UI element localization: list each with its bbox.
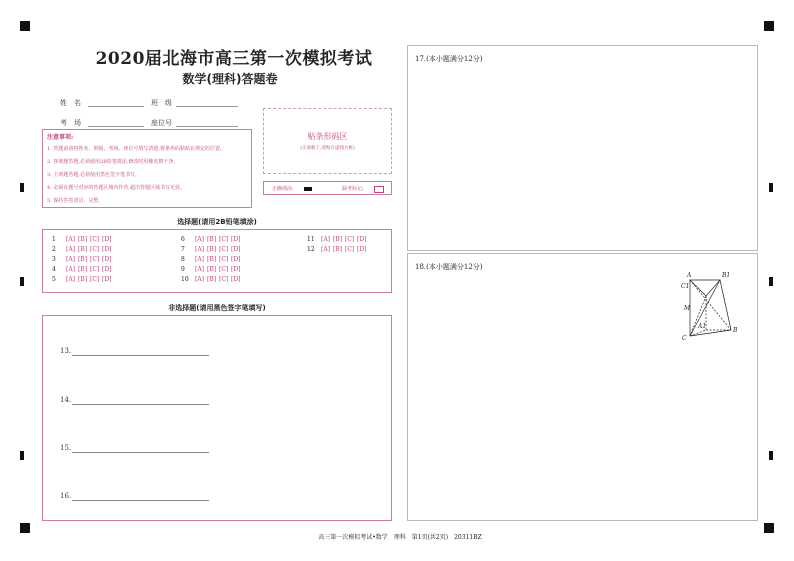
barcode-title: 贴条形码区	[307, 132, 348, 141]
question-16-label: 16.	[60, 492, 72, 500]
timing-mark-right-3	[769, 451, 773, 460]
seat-label: 座位号	[151, 119, 172, 127]
choice-section-title: 选择题(请用2B铅笔填涂)	[177, 218, 257, 226]
nonchoice-section-title: 非选择题(请用黑色签字笔填写)	[168, 304, 266, 312]
choice-question-number: 5	[52, 276, 56, 283]
choice-question-7	[181, 246, 243, 253]
choice-question-number: 3	[52, 256, 56, 263]
room-label: 考 场	[60, 119, 81, 127]
choice-question-10	[181, 276, 243, 283]
choice-bubble-4-c[interactable]: [C]	[90, 266, 100, 273]
choice-bubble-8-b[interactable]: [B]	[207, 256, 217, 263]
choice-question-5	[52, 276, 114, 283]
choice-question-11	[307, 236, 369, 243]
class-label: 班 级	[151, 99, 172, 107]
choice-bubble-12-b[interactable]: [B]	[333, 246, 343, 253]
choice-bubble-10-d[interactable]: [D]	[231, 276, 241, 283]
choice-bubble-7-d[interactable]: [D]	[231, 246, 241, 253]
class-field[interactable]	[176, 106, 238, 107]
question-16-answer-line[interactable]	[72, 500, 209, 501]
timing-mark-left-2	[20, 277, 24, 286]
timing-mark-right-2	[769, 277, 773, 286]
prism-figure	[666, 268, 746, 343]
choice-bubble-7-b[interactable]: [B]	[207, 246, 217, 253]
registration-mark-bottom-right	[764, 523, 774, 533]
choice-bubble-5-a[interactable]: [A]	[66, 276, 76, 283]
choice-bubble-9-a[interactable]: [A]	[195, 266, 205, 273]
vertex-label: C	[682, 335, 687, 342]
question-18-label: 18.(本小题满分12分)	[415, 263, 483, 271]
barcode-area[interactable]	[263, 108, 392, 174]
note-item: 4. 必须在题号对应的答题区域内作答,超出答题区域书写无效。	[47, 185, 185, 191]
choice-question-number: 6	[181, 236, 185, 243]
choice-bubble-6-b[interactable]: [B]	[207, 236, 217, 243]
absent-mark-bubble[interactable]	[374, 186, 384, 193]
timing-mark-left-1	[20, 183, 24, 192]
choice-question-2	[52, 246, 114, 253]
barcode-hint: (正面朝上,请贴在虚线方框)	[300, 146, 355, 151]
choice-bubble-2-c[interactable]: [C]	[90, 246, 100, 253]
choice-question-number: 2	[52, 246, 56, 253]
choice-bubble-3-b[interactable]: [B]	[78, 256, 88, 263]
choice-bubble-11-c[interactable]: [C]	[345, 236, 355, 243]
choice-bubble-10-a[interactable]: [A]	[195, 276, 205, 283]
choice-question-1	[52, 236, 114, 243]
absent-mark-label: 缺考标记:	[342, 186, 364, 192]
seat-field[interactable]	[176, 126, 238, 127]
choice-question-number: 11	[307, 236, 315, 243]
choice-question-3	[52, 256, 114, 263]
choice-bubble-8-d[interactable]: [D]	[231, 256, 241, 263]
vertex-label: A1	[698, 323, 707, 330]
note-item: 1. 答题前请将姓名、班级、考场、座位号填写清楚,将条形码粘贴在规定的位置。	[47, 146, 225, 152]
choice-bubble-11-a[interactable]: [A]	[321, 236, 331, 243]
question-18-box[interactable]	[407, 253, 758, 521]
choice-bubble-4-a[interactable]: [A]	[66, 266, 76, 273]
notes-box	[42, 129, 252, 208]
choice-bubble-2-a[interactable]: [A]	[66, 246, 76, 253]
choice-bubble-8-a[interactable]: [A]	[195, 256, 205, 263]
timing-mark-left-3	[20, 451, 24, 460]
choice-bubble-3-d[interactable]: [D]	[102, 256, 112, 263]
name-field[interactable]	[88, 106, 144, 107]
vertex-label: B1	[722, 272, 731, 279]
note-item: 3. 主观题答题,必须使用黑色签字笔书写。	[47, 172, 140, 178]
filled-bubble-sample	[304, 187, 312, 191]
choice-bubble-4-d[interactable]: [D]	[102, 266, 112, 273]
choice-question-number: 1	[52, 236, 56, 243]
nonchoice-box	[42, 315, 392, 521]
choice-bubble-2-d[interactable]: [D]	[102, 246, 112, 253]
choice-question-number: 12	[307, 246, 315, 253]
question-13-label: 13.	[60, 347, 72, 355]
note-item: 2. 客观题答题,必须使用2B铅笔填涂,修改时用橡皮擦干净。	[47, 159, 179, 165]
choice-bubble-1-d[interactable]: [D]	[102, 236, 112, 243]
choice-bubble-6-c[interactable]: [C]	[219, 236, 229, 243]
choice-question-8	[181, 256, 243, 263]
question-14-label: 14.	[60, 396, 72, 404]
choice-bubble-6-a[interactable]: [A]	[195, 236, 205, 243]
choice-bubble-8-c[interactable]: [C]	[219, 256, 229, 263]
choice-bubble-3-c[interactable]: [C]	[90, 256, 100, 263]
footer-text: 高三第一次模拟考试•数学 理科 第1页(共2页) 20311BZ	[318, 534, 482, 541]
choice-bubble-1-a[interactable]: [A]	[66, 236, 76, 243]
choice-bubble-9-b[interactable]: [B]	[207, 266, 217, 273]
choice-question-12	[307, 246, 369, 253]
note-item: 5. 保持答卷清洁、完整。	[47, 198, 104, 204]
choice-bubble-11-d[interactable]: [D]	[357, 236, 367, 243]
choice-bubble-4-b[interactable]: [B]	[78, 266, 88, 273]
room-field[interactable]	[88, 126, 144, 127]
choice-question-9	[181, 266, 243, 273]
choice-bubble-2-b[interactable]: [B]	[78, 246, 88, 253]
choice-bubble-5-c[interactable]: [C]	[90, 276, 100, 283]
choice-bubble-10-b[interactable]: [B]	[207, 276, 217, 283]
choice-question-number: 8	[181, 256, 185, 263]
choice-bubble-1-c[interactable]: [C]	[90, 236, 100, 243]
choice-bubble-7-a[interactable]: [A]	[195, 246, 205, 253]
choice-bubble-10-c[interactable]: [C]	[219, 276, 229, 283]
question-14-answer-line[interactable]	[72, 404, 209, 405]
choice-bubble-12-d[interactable]: [D]	[357, 246, 367, 253]
registration-mark-top-left	[20, 21, 30, 31]
choice-bubble-5-b[interactable]: [B]	[78, 276, 88, 283]
choice-bubble-9-c[interactable]: [C]	[219, 266, 229, 273]
question-17-label: 17.(本小题满分12分)	[415, 55, 483, 63]
vertex-label: C1	[681, 283, 690, 290]
choice-bubble-1-b[interactable]: [B]	[78, 236, 88, 243]
fill-example-box	[263, 181, 392, 195]
timing-mark-right-1	[769, 183, 773, 192]
choice-question-number: 9	[181, 266, 185, 273]
vertex-label: A	[687, 272, 692, 279]
choice-question-number: 7	[181, 246, 185, 253]
vertex-label: M	[684, 305, 691, 312]
correct-fill-label: 正确填涂:	[272, 186, 294, 192]
answer-sheet-subtitle: 数学(理科)答题卷	[182, 72, 278, 86]
choice-bubble-12-c[interactable]: [C]	[345, 246, 355, 253]
question-15-label: 15.	[60, 444, 72, 452]
choice-bubble-9-d[interactable]: [D]	[231, 266, 241, 273]
registration-mark-bottom-left	[20, 523, 30, 533]
name-label: 姓 名	[60, 99, 81, 107]
choice-question-number: 10	[181, 276, 189, 283]
vertex-label: B	[733, 327, 738, 334]
registration-mark-top-right	[764, 21, 774, 31]
question-15-answer-line[interactable]	[72, 452, 209, 453]
choice-question-6	[181, 236, 243, 243]
choice-question-number: 4	[52, 266, 56, 273]
choice-question-4	[52, 266, 114, 273]
choice-bubble-12-a[interactable]: [A]	[321, 246, 331, 253]
exam-title: 2020届北海市高三第一次模拟考试	[95, 49, 373, 69]
choice-bubble-7-c[interactable]: [C]	[219, 246, 229, 253]
choice-bubble-3-a[interactable]: [A]	[66, 256, 76, 263]
question-17-box[interactable]	[407, 45, 758, 251]
choice-bubble-6-d[interactable]: [D]	[231, 236, 241, 243]
choice-bubble-5-d[interactable]: [D]	[102, 276, 112, 283]
notes-heading: 注意事项:	[47, 134, 74, 141]
choice-bubble-11-b[interactable]: [B]	[333, 236, 343, 243]
question-13-answer-line[interactable]	[72, 355, 209, 356]
